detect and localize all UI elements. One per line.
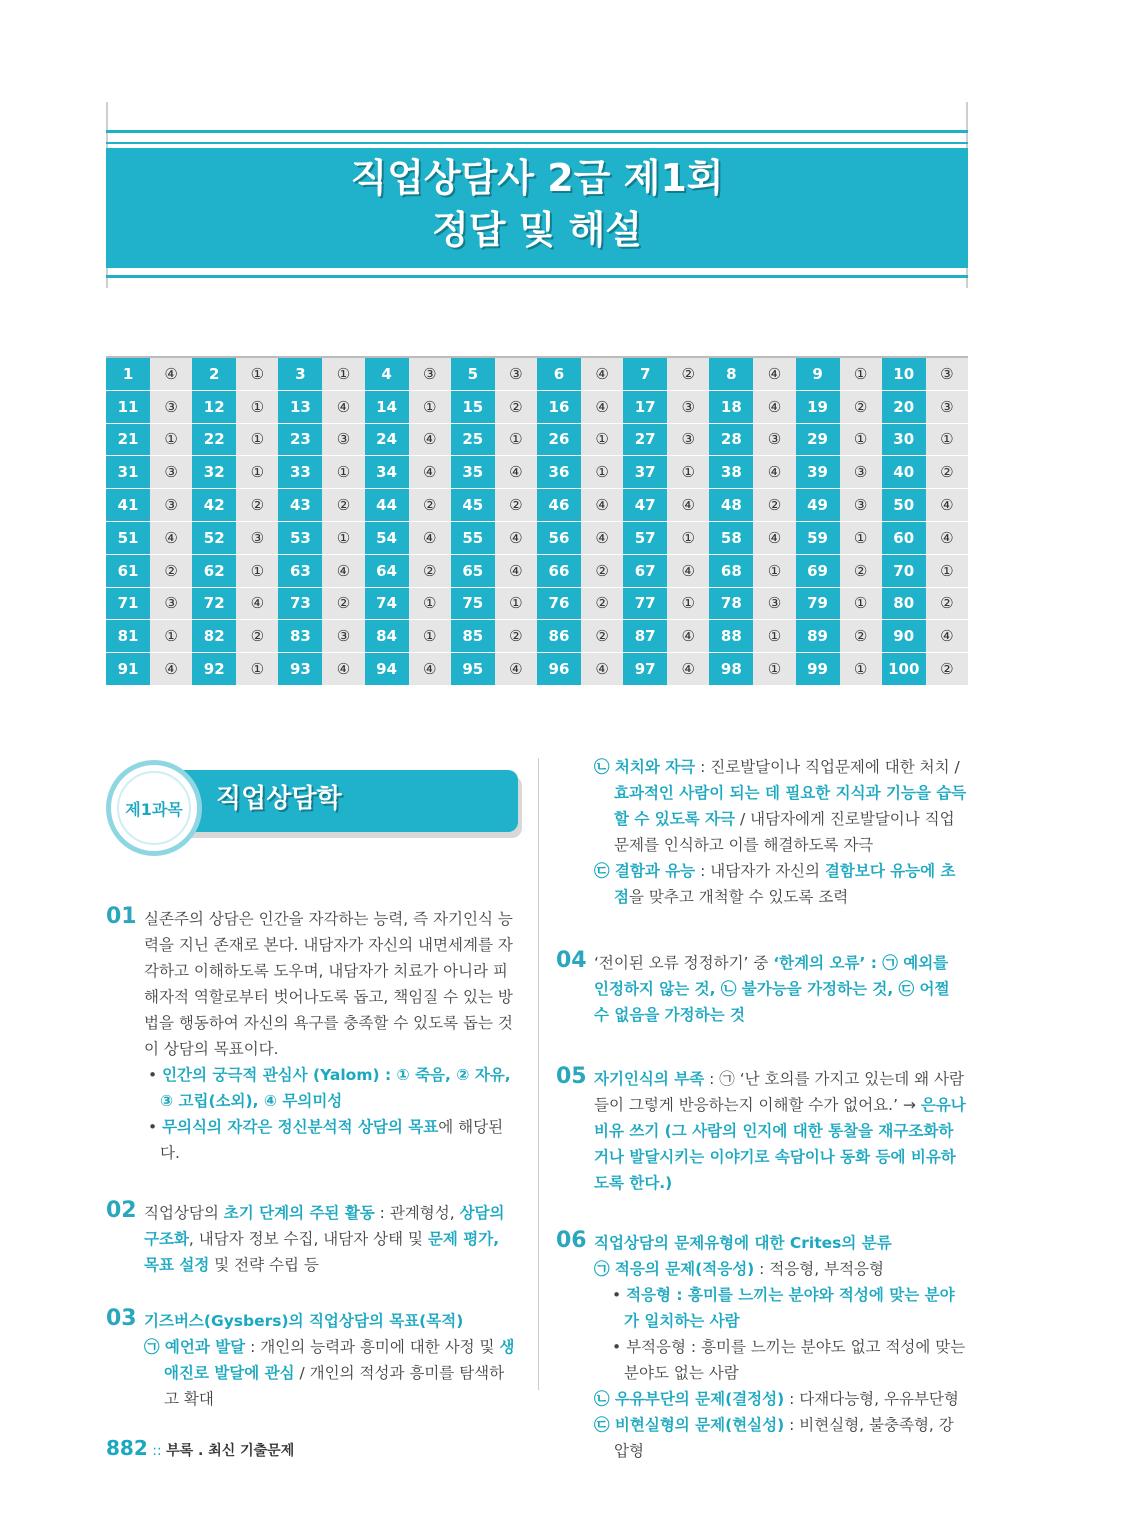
answer-cell: ④ [667, 620, 709, 653]
list-item: • 인간의 궁극적 관심사 (Yalom) : ① 죽음, ② 자유, ③ 고립(소외), ④ 무의미성 [148, 1066, 511, 1110]
answer-cell: ④ [581, 358, 623, 391]
question-number-cell: 67 [623, 555, 667, 588]
question-number-cell: 68 [709, 555, 753, 588]
question-number-cell: 50 [882, 489, 926, 522]
list-item: • 무의식의 자각은 정신분석적 상담의 목표에 해당된다. [148, 1118, 504, 1162]
question-number-cell: 72 [192, 588, 236, 621]
answer-cell: ① [236, 391, 278, 424]
answer-cell: ③ [926, 391, 968, 424]
question-number-cell: 22 [192, 424, 236, 457]
question-number-cell: 23 [278, 424, 322, 457]
answer-cell: ① [840, 653, 882, 686]
question-number-cell: 81 [106, 620, 150, 653]
answer-cell: ① [840, 522, 882, 555]
answer-cell: ④ [409, 522, 451, 555]
question-number-cell: 93 [278, 653, 322, 686]
table-row [106, 620, 968, 653]
answer-cell: ④ [753, 522, 795, 555]
answer-cell: ② [926, 653, 968, 686]
answer-cell: ④ [495, 653, 537, 686]
question-number-cell: 92 [192, 653, 236, 686]
subject-header [106, 760, 518, 870]
question-02 [106, 1200, 518, 1278]
answer-cell: ① [322, 522, 364, 555]
question-04 [556, 950, 968, 1028]
table-row [106, 653, 968, 686]
question-number-cell: 59 [796, 522, 840, 555]
question-number-cell: 33 [278, 456, 322, 489]
question-number-cell: 79 [796, 588, 840, 621]
question-number-cell: 62 [192, 555, 236, 588]
question-number-cell: 26 [537, 424, 581, 457]
answer-cell: ① [322, 358, 364, 391]
question-number-cell: 51 [106, 522, 150, 555]
question-number-cell: 86 [537, 620, 581, 653]
question-number-cell: 98 [709, 653, 753, 686]
answer-cell: ② [236, 620, 278, 653]
answer-cell: ② [495, 391, 537, 424]
question-number: 02 [106, 1198, 137, 1223]
answer-cell: ② [926, 456, 968, 489]
question-text: 자기인식의 부족 : ㉠ ‘난 호의를 가지고 있는데 왜 사람들이 그렇게 반응하는지 이해할 수가 없어요.’ → 은유나 비유 쓰기 (그 사람의 인지에 대한 통찰을 재구조화하거나 발달시키는 이야기로 속담이나 동화 등에 비유하도록 한다.) [594, 1070, 966, 1192]
question-heading: 직업상담의 문제유형에 대한 Crites의 분류 [594, 1234, 892, 1252]
question-number-cell: 17 [623, 391, 667, 424]
table-row [106, 588, 968, 621]
answer-cell: ② [322, 489, 364, 522]
question-number-cell: 58 [709, 522, 753, 555]
answer-cell: ④ [150, 522, 192, 555]
answer-cell: ③ [495, 358, 537, 391]
page-number: 882 [106, 1436, 148, 1460]
question-number-cell: 90 [882, 620, 926, 653]
question-number-cell: 48 [709, 489, 753, 522]
question-number-cell: 45 [451, 489, 495, 522]
question-heading: 기즈버스(Gysbers)의 직업상담의 목표(목적) [144, 1312, 464, 1330]
list-item: • 부적응형 : 흥미를 느끼는 분야도 없고 적성에 맞는 분야도 없는 사람 [612, 1338, 966, 1382]
question-number-cell: 38 [709, 456, 753, 489]
answer-cell: ④ [581, 489, 623, 522]
question-number-cell: 15 [451, 391, 495, 424]
right-column [556, 754, 968, 1464]
question-number-cell: 99 [796, 653, 840, 686]
answer-cell: ① [495, 588, 537, 621]
answer-cell: ② [926, 588, 968, 621]
question-number: 03 [106, 1306, 137, 1331]
answer-cell: ④ [926, 522, 968, 555]
answer-cell: ③ [236, 522, 278, 555]
answer-cell: ② [236, 489, 278, 522]
question-06 [556, 1230, 968, 1464]
question-number-cell: 61 [106, 555, 150, 588]
question-number-cell: 85 [451, 620, 495, 653]
answer-cell: ① [409, 620, 451, 653]
question-number-cell: 64 [365, 555, 409, 588]
answer-cell: ④ [926, 489, 968, 522]
question-number-cell: 20 [882, 391, 926, 424]
question-number-cell: 70 [882, 555, 926, 588]
question-number-cell: 14 [365, 391, 409, 424]
answer-cell: ① [409, 391, 451, 424]
answer-cell: ③ [840, 456, 882, 489]
answer-cell: ④ [581, 522, 623, 555]
answer-cell: ① [667, 588, 709, 621]
answer-cell: ② [840, 555, 882, 588]
question-number-cell: 10 [882, 358, 926, 391]
question-number-cell: 52 [192, 522, 236, 555]
subject-badge-label: 제1과목 [117, 771, 191, 845]
question-number-cell: 4 [365, 358, 409, 391]
question-number-cell: 37 [623, 456, 667, 489]
table-row [106, 391, 968, 424]
table-row [106, 456, 968, 489]
question-number-cell: 6 [537, 358, 581, 391]
subject-badge [106, 760, 202, 856]
question-number-cell: 88 [709, 620, 753, 653]
answer-cell: ④ [753, 456, 795, 489]
question-number-cell: 71 [106, 588, 150, 621]
question-number-cell: 69 [796, 555, 840, 588]
table-row [106, 522, 968, 555]
answer-cell: ① [150, 620, 192, 653]
list-item: ㉠ 예언과 발달 : 개인의 능력과 흥미에 대한 사정 및 생애진로 발달에 관심 / 개인의 적성과 흥미를 탐색하고 확대 [144, 1338, 515, 1408]
question-number-cell: 65 [451, 555, 495, 588]
answer-cell: ① [150, 424, 192, 457]
question-number-cell: 55 [451, 522, 495, 555]
answer-cell: ③ [150, 456, 192, 489]
question-number-cell: 36 [537, 456, 581, 489]
question-number-cell: 43 [278, 489, 322, 522]
answer-cell: ④ [409, 456, 451, 489]
answer-cell: ① [840, 588, 882, 621]
answer-cell: ③ [753, 588, 795, 621]
question-number-cell: 19 [796, 391, 840, 424]
answer-cell: ② [322, 588, 364, 621]
answer-cell: ④ [667, 653, 709, 686]
answer-cell: ① [753, 555, 795, 588]
answer-cell: ① [840, 424, 882, 457]
answer-cell: ③ [150, 588, 192, 621]
question-number-cell: 82 [192, 620, 236, 653]
answer-cell: ④ [322, 555, 364, 588]
answer-cell: ④ [322, 391, 364, 424]
question-number-cell: 47 [623, 489, 667, 522]
question-number-cell: 3 [278, 358, 322, 391]
question-number: 01 [106, 904, 137, 929]
answer-cell: ① [840, 358, 882, 391]
answer-cell: ④ [667, 489, 709, 522]
answer-cell: ③ [840, 489, 882, 522]
answer-cell: ① [581, 456, 623, 489]
question-number-cell: 44 [365, 489, 409, 522]
footer-label: 부록 . 최신 기출문제 [166, 1443, 295, 1459]
question-text: 실존주의 상담은 인간을 자각하는 능력, 즉 자기인식 능력을 지닌 존재로 본다. 내담자가 자신의 내면세계를 자각하고 이해하도록 도우며, 내담자가 치료가 아니라 피해자적 역할로부터 벗어나도록 돕고, 책임질 수 있는 방법을 행동하여 자신의 욕구를 충족할 수 있도록 돕는 것이 상담의 목표이다. [144, 910, 513, 1058]
table-row [106, 424, 968, 457]
question-number-cell: 13 [278, 391, 322, 424]
answer-cell: ④ [581, 391, 623, 424]
question-number-cell: 5 [451, 358, 495, 391]
table-row [106, 358, 968, 391]
question-number-cell: 91 [106, 653, 150, 686]
answer-cell: ① [236, 456, 278, 489]
answer-cell: ④ [409, 653, 451, 686]
list-item: ㉠ 적응의 문제(적응성) : 적응형, 부적응형 [594, 1260, 884, 1278]
left-column [106, 906, 518, 1412]
answer-cell: ② [581, 620, 623, 653]
question-number-cell: 41 [106, 489, 150, 522]
question-number-cell: 24 [365, 424, 409, 457]
table-row [106, 489, 968, 522]
subject-title: 직업상담학 [216, 784, 342, 814]
question-number-cell: 2 [192, 358, 236, 391]
list-item: • 적응형 : 흥미를 느끼는 분야와 적성에 맞는 분야가 일치하는 사람 [612, 1286, 955, 1330]
answer-cell: ② [753, 489, 795, 522]
page-footer [106, 1436, 294, 1460]
table-row [106, 555, 968, 588]
answer-cell: ② [840, 620, 882, 653]
column-divider [538, 758, 539, 1390]
answer-cell: ① [667, 522, 709, 555]
question-number-cell: 34 [365, 456, 409, 489]
question-number-cell: 8 [709, 358, 753, 391]
question-number: 06 [556, 1228, 587, 1253]
question-number-cell: 96 [537, 653, 581, 686]
question-number-cell: 87 [623, 620, 667, 653]
question-number-cell: 80 [882, 588, 926, 621]
question-number-cell: 31 [106, 456, 150, 489]
answer-cell: ④ [667, 555, 709, 588]
answer-cell: ① [322, 456, 364, 489]
question-number-cell: 29 [796, 424, 840, 457]
question-number-cell: 49 [796, 489, 840, 522]
question-number-cell: 54 [365, 522, 409, 555]
question-number-cell: 75 [451, 588, 495, 621]
answer-cell: ④ [236, 588, 278, 621]
question-number-cell: 16 [537, 391, 581, 424]
question-number: 04 [556, 948, 587, 973]
question-number-cell: 25 [451, 424, 495, 457]
question-03 [106, 1308, 518, 1412]
question-number-cell: 63 [278, 555, 322, 588]
answer-cell: ④ [753, 358, 795, 391]
question-number-cell: 94 [365, 653, 409, 686]
banner-bottom-stripes [106, 266, 968, 278]
question-03-continued [556, 754, 968, 910]
answer-cell: ① [926, 424, 968, 457]
question-number-cell: 42 [192, 489, 236, 522]
answer-cell: ① [495, 424, 537, 457]
question-number-cell: 7 [623, 358, 667, 391]
answer-cell: ① [926, 555, 968, 588]
answer-cell: ④ [495, 555, 537, 588]
question-number-cell: 11 [106, 391, 150, 424]
answer-cell: ① [753, 620, 795, 653]
question-number-cell: 32 [192, 456, 236, 489]
question-number-cell: 53 [278, 522, 322, 555]
question-number-cell: 28 [709, 424, 753, 457]
answer-cell: ① [753, 653, 795, 686]
question-number-cell: 35 [451, 456, 495, 489]
answer-cell: ③ [150, 489, 192, 522]
answer-cell: ① [236, 653, 278, 686]
answer-cell: ④ [753, 391, 795, 424]
question-number-cell: 12 [192, 391, 236, 424]
answer-cell: ④ [150, 358, 192, 391]
answer-cell: ③ [150, 391, 192, 424]
question-05 [556, 1066, 968, 1196]
answer-cell: ② [581, 588, 623, 621]
question-number-cell: 89 [796, 620, 840, 653]
question-number-cell: 74 [365, 588, 409, 621]
question-number-cell: 40 [882, 456, 926, 489]
answer-cell: ② [495, 620, 537, 653]
answer-table [106, 356, 968, 686]
answer-cell: ① [409, 588, 451, 621]
question-number-cell: 95 [451, 653, 495, 686]
answer-cell: ① [236, 555, 278, 588]
answer-cell: ② [409, 489, 451, 522]
answer-cell: ③ [322, 424, 364, 457]
answer-cell: ④ [150, 653, 192, 686]
answer-cell: ③ [926, 358, 968, 391]
question-number-cell: 46 [537, 489, 581, 522]
answer-cell: ① [236, 424, 278, 457]
answer-cell: ③ [409, 358, 451, 391]
question-number-cell: 30 [882, 424, 926, 457]
question-number-cell: 83 [278, 620, 322, 653]
question-number-cell: 27 [623, 424, 667, 457]
question-number-cell: 57 [623, 522, 667, 555]
answer-cell: ② [840, 391, 882, 424]
question-number-cell: 39 [796, 456, 840, 489]
question-number-cell: 1 [106, 358, 150, 391]
question-number-cell: 76 [537, 588, 581, 621]
list-item: ㉢ 비현실형의 문제(현실성) : 비현실형, 불충족형, 강압형 [594, 1416, 954, 1460]
question-number-cell: 9 [796, 358, 840, 391]
title-line-1: 직업상담사 2급 제1회 [350, 156, 724, 200]
answer-cell: ④ [409, 424, 451, 457]
answer-cell: ③ [667, 424, 709, 457]
answer-cell: ② [495, 489, 537, 522]
list-item: ㉢ 결함과 유능 : 내담자가 자신의 결함보다 유능에 초점을 맞추고 개척할 수 있도록 조력 [594, 862, 956, 906]
answer-cell: ② [667, 358, 709, 391]
answer-cell: ③ [753, 424, 795, 457]
title-line-2: 정답 및 해설 [432, 208, 642, 252]
question-number-cell: 73 [278, 588, 322, 621]
question-number-cell: 77 [623, 588, 667, 621]
footer-separator: :: [152, 1443, 162, 1459]
question-number-cell: 97 [623, 653, 667, 686]
question-number-cell: 78 [709, 588, 753, 621]
question-01 [106, 906, 518, 1166]
list-item: ㉡ 처치와 자극 : 진로발달이나 직업문제에 대한 처치 / 효과적인 사람이 되는 데 필요한 지식과 기능을 습득할 수 있도록 자극 / 내담자에게 진로발달이나 직업문제를 인식하고 이를 해결하도록 자극 [594, 758, 967, 854]
answer-cell: ④ [322, 653, 364, 686]
answer-cell: ④ [926, 620, 968, 653]
page-title [106, 152, 968, 256]
question-number-cell: 84 [365, 620, 409, 653]
banner-top-stripes [106, 130, 968, 144]
answer-cell: ① [581, 424, 623, 457]
list-item: ㉡ 우유부단의 문제(결정성) : 다재다능형, 우유부단형 [594, 1390, 959, 1408]
answer-cell: ④ [581, 653, 623, 686]
answer-cell: ① [667, 456, 709, 489]
answer-cell: ② [150, 555, 192, 588]
question-text: ‘전이된 오류 정정하기’ 중 ‘한계의 오류’ : ㉠ 예외를 인정하지 않는 것, ㉡ 불가능을 가정하는 것, ㉢ 어쩔 수 없음을 가정하는 것 [594, 954, 950, 1024]
question-number-cell: 56 [537, 522, 581, 555]
question-number: 05 [556, 1064, 587, 1089]
question-number-cell: 18 [709, 391, 753, 424]
answer-cell: ④ [495, 456, 537, 489]
answer-cell: ③ [322, 620, 364, 653]
question-number-cell: 21 [106, 424, 150, 457]
question-number-cell: 100 [882, 653, 926, 686]
answer-cell: ② [581, 555, 623, 588]
answer-cell: ② [409, 555, 451, 588]
question-number-cell: 66 [537, 555, 581, 588]
answer-cell: ③ [667, 391, 709, 424]
question-text: 직업상담의 초기 단계의 주된 활동 : 관계형성, 상담의 구조화, 내담자 정보 수집, 내담자 상태 및 문제 평가, 목표 설정 및 전략 수립 등 [144, 1204, 505, 1274]
answer-cell: ① [236, 358, 278, 391]
question-number-cell: 60 [882, 522, 926, 555]
answer-cell: ④ [495, 522, 537, 555]
